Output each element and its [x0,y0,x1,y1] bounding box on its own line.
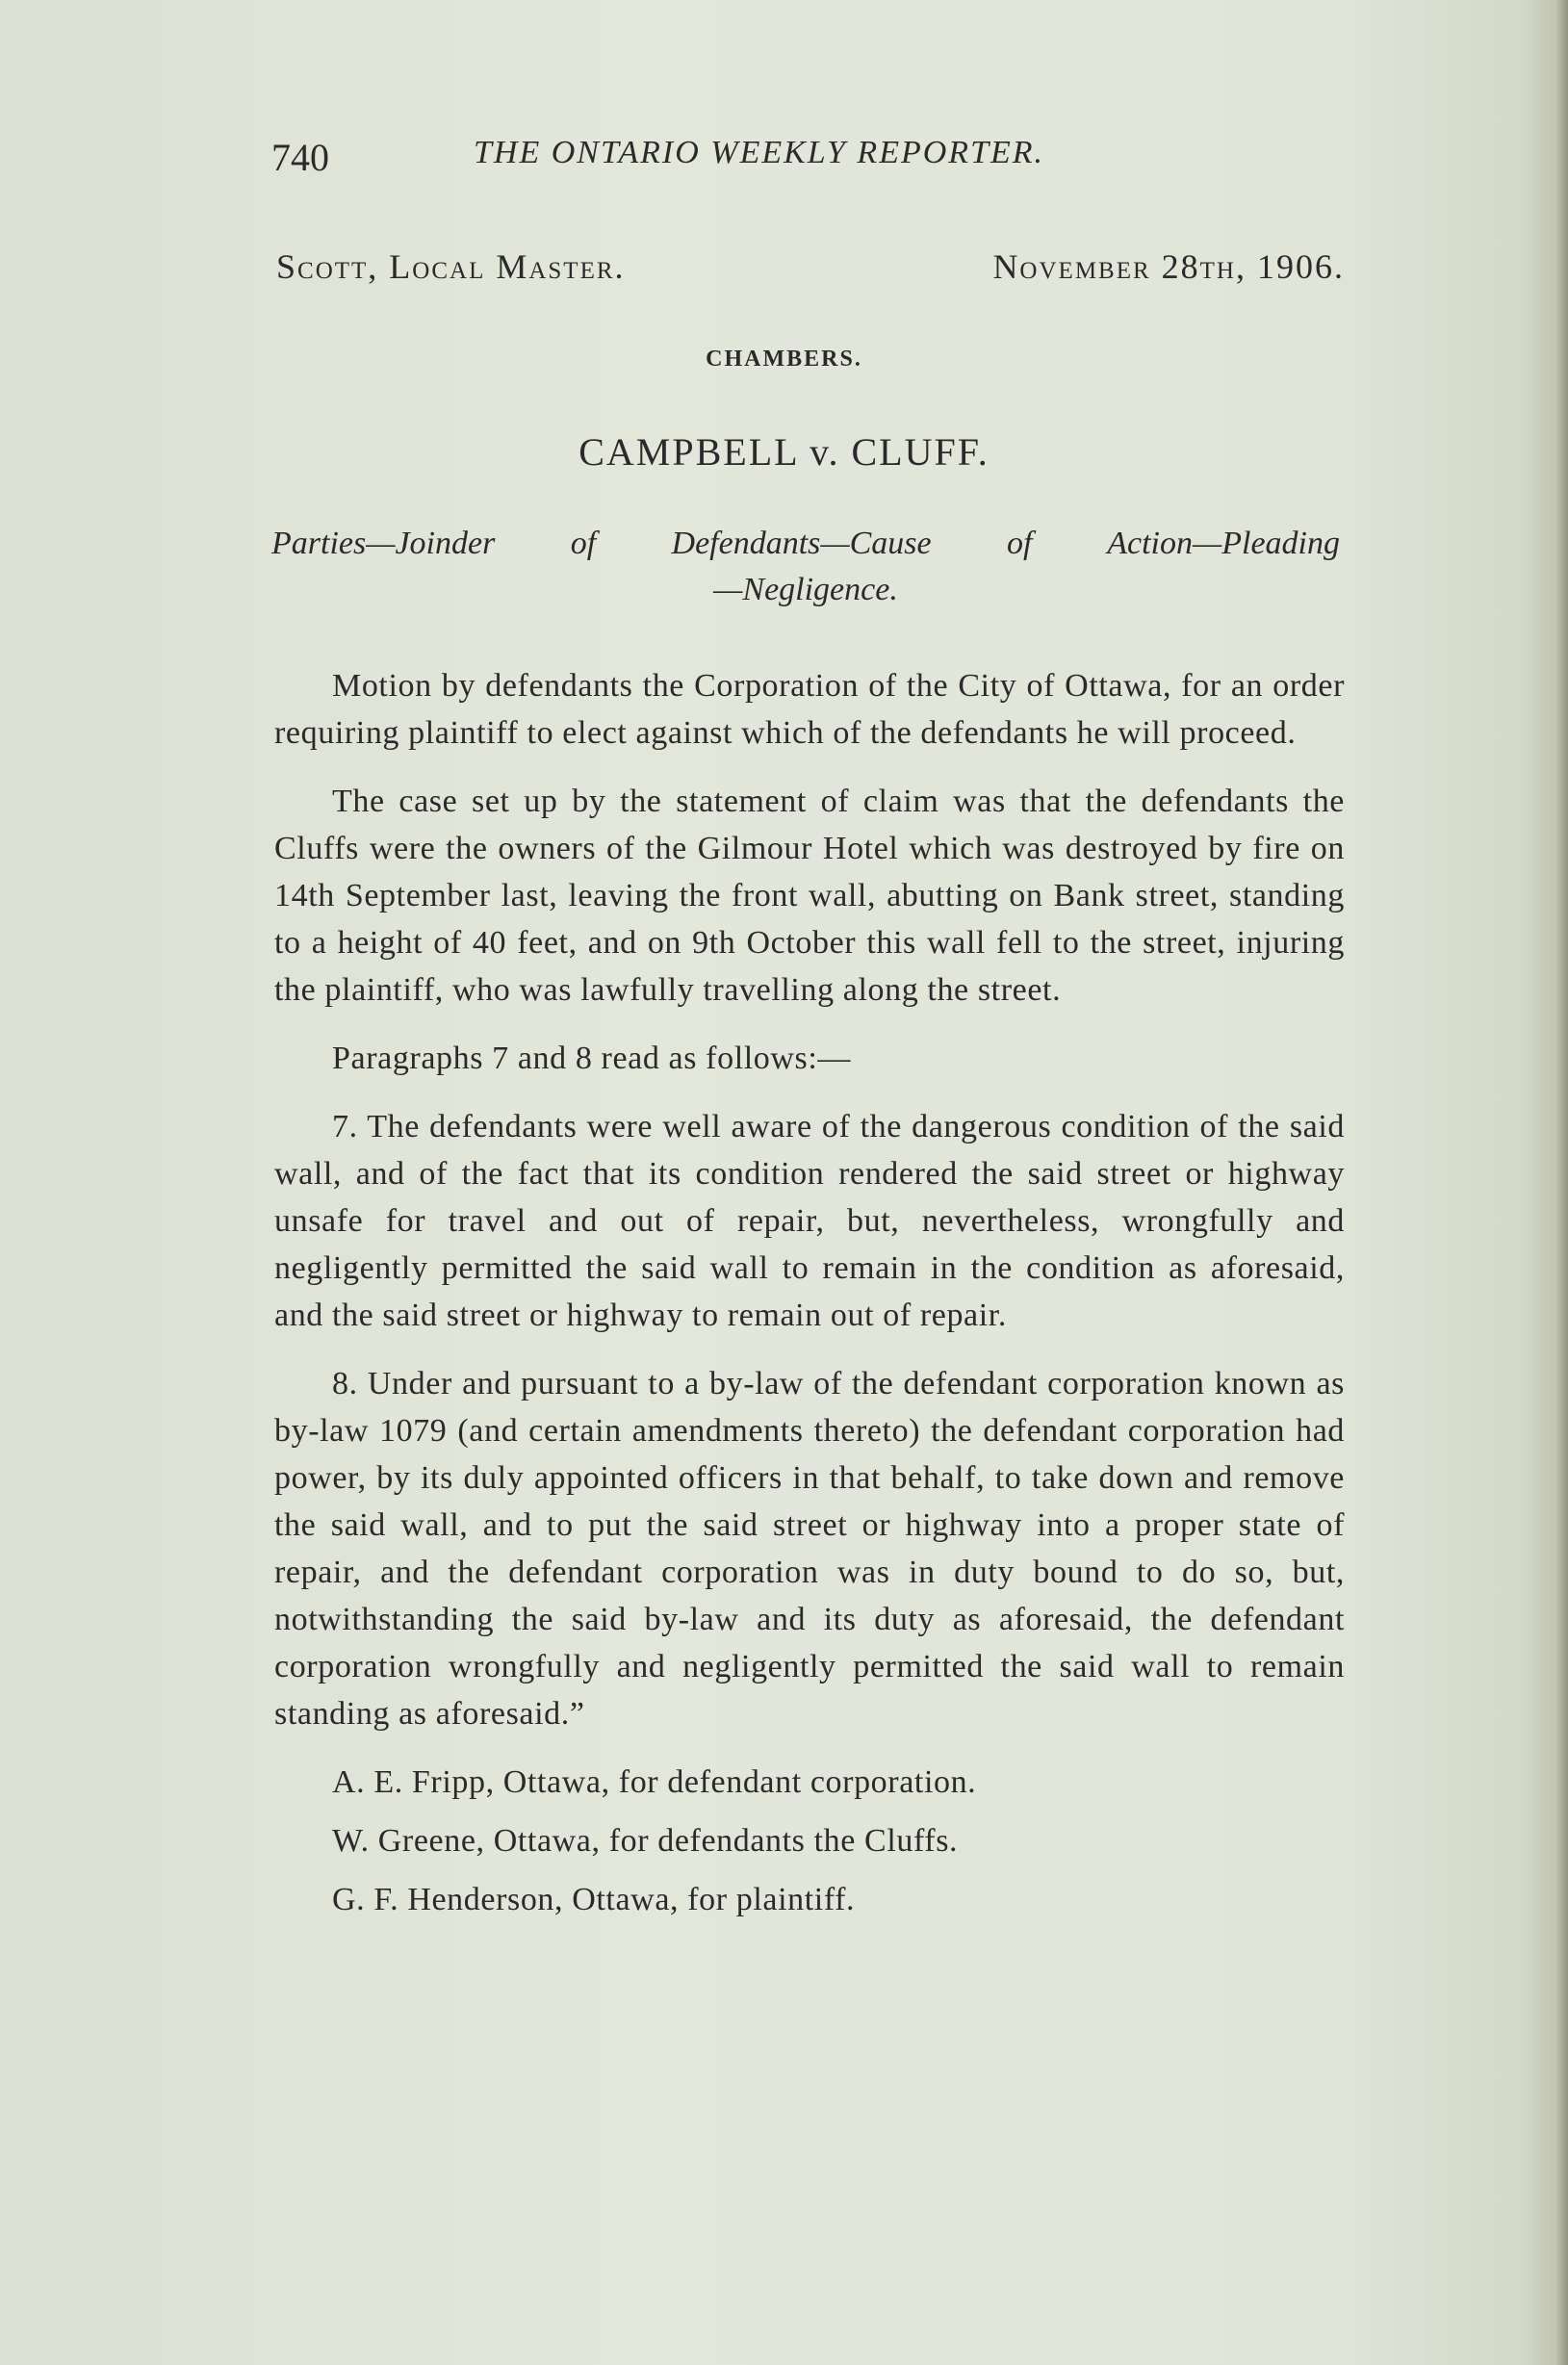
paragraph-intro: Paragraphs 7 and 8 read as follows:— [332,1041,852,1076]
counsel-defendant-corporation: A. E. Fripp, Ottawa, for defendant corporation. [332,1764,977,1800]
judge-name: Scott, Local Master. [276,247,626,286]
case-title: CAMPBELL v. CLUFF. [578,430,990,474]
page-number: 740 [271,136,329,179]
case-meta [276,246,1345,295]
running-head: THE ONTARIO WEEKLY REPORTER. [474,135,1045,170]
headnote-line-1: Parties—Joinder of Defendants—Cause of Action—Pleading [271,526,1340,561]
court-label: CHAMBERS. [706,347,862,372]
page-header [271,135,1350,183]
decision-date: November 28th, 1906. [992,247,1345,286]
paragraph-7: 7. The defendants were well aware of the dangerous condition of the said wall, and of the fact that its condition rendered the said street or highway unsafe for travel and out of repair, but, nevertheless, wrongfully and negligently permitted the said wall to remain in the condition as aforesaid, and the said street or highway to remain out of repair. [274,1109,1345,1333]
counsel-defendants-cluffs: W. Greene, Ottawa, for defendants the Cluffs. [332,1823,959,1859]
body-text [274,662,1345,1935]
counsel-plaintiff: G. F. Henderson, Ottawa, for plaintiff. [332,1882,856,1917]
paragraph-motion: Motion by defendants the Corporation of the City of Ottawa, for an order requiring plaintiff to elect against which of the defendants he will proceed. [274,668,1345,751]
headnote-line-2: —Negligence. [713,572,898,607]
paragraph-case: The case set up by the statement of claim was that the defendants the Cluffs were the owners of the Gilmour Hotel which was destroyed by fire on 14th September last, leaving the front wall, abutting on Bank street, standing to a height of 40 feet, and on 9th October this wall fell to the street, injuring the plaintiff, who was lawfully travelling along the street. [274,784,1345,1008]
headnote [271,521,1340,613]
paragraph-8: 8. Under and pursuant to a by-law of the defendant corporation known as by-law 1079 (and certain amendments thereto) the defendant corporation had power, by its duly appointed officers in that behalf, to take down and remove the said wall, and to put the said street or highway into a proper state of repair, and the defendant corporation was in duty bound to do so, but, notwithstanding the said by-law and its duty as aforesaid, the defendant corporation wrongfully and negligently permitted the said wall to remain standing as aforesaid.” [274,1366,1345,1732]
